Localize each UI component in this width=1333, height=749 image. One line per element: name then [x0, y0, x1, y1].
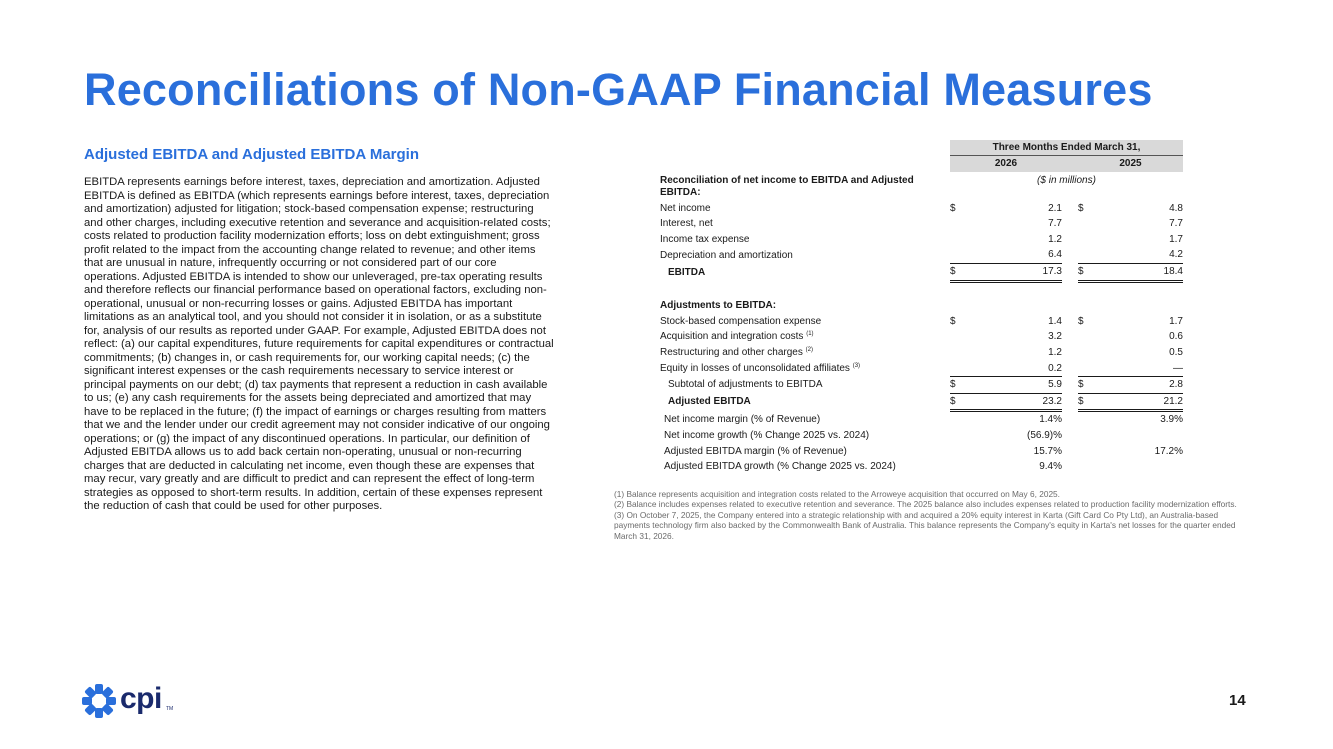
footnote-ref: (1) [806, 331, 814, 338]
page-title: Reconciliations of Non-GAAP Financial Measures [84, 64, 1153, 115]
value-2026: 17.3 [962, 264, 1062, 282]
dollar-sign: $ [950, 393, 962, 411]
value-2026: (56.9)% [1026, 430, 1062, 441]
table-row [660, 345, 1183, 361]
dollar-sign: $ [950, 202, 956, 214]
table-row [660, 216, 1183, 232]
table-row [660, 314, 1183, 330]
dollar-sign: $ [950, 264, 962, 282]
metric-row [660, 444, 1183, 460]
section2-title-row [660, 298, 1183, 314]
metric-row [660, 411, 1183, 428]
year-2026-header: 2026 [950, 156, 1062, 172]
value-2026: 9.4% [1039, 461, 1062, 473]
value-2025: 21.2 [1090, 393, 1183, 411]
value-2025 [1090, 459, 1183, 475]
row-label: Net income growth (% Change 2025 vs. 2024) [664, 430, 870, 441]
row-label: Adjusted EBITDA growth (% Change 2025 vs. 2024) [664, 461, 896, 473]
ebitda-definition-text: EBITDA represents earnings before interest, taxes, depreciation and amortization. Adjusted EBITDA is defined as EBITDA (which represents earnings before interest, taxes, depreciation and amortization) adjusted for litigation; stock-based compensation expense; restructuring and other charges, including executive retention and severance and acquisition-related costs; costs related to production facility modernization efforts; loss on debt extinguishment; gross profit related to the impact from the accounting change related to revenue; and other items that are unusual in nature, infrequently occurring or not considered part of our core operations. Adjusted EBITDA is intended to show our unleveraged, pre-tax operating results and therefore reflects our financial performance based on operational factors, excluding non-operational, unusual or non-recurring losses or gains. Adjusted EBITDA has important limitations as an analytical tool, and you should not consider it in isolation, or as a substitute for, analysis of our results as reported under GAAP. For example, Adjusted EBITDA does not reflect: (a) our capital expenditures, future requirements for capital expenditures or contractual commitments; (b) changes in, or cash requirements for, our working capital needs; (c) the significant interest expenses or the cash requirements necessary to service interest or principal payments on our debt; (d) tax payments that represent a reduction in cash available to us; (e) any cash requirements for the assets being depreciated and amortized that may have to be replaced in the future; (f) the impact of earnings or charges resulting from matters that we and the lender under our credit agreement may not consider indicative of our ongoing operations; or (g) the impact of any discontinued operations. In particular, our definition of Adjusted EBITDA allows us to add back certain non-operating, unusual or non-recurring charges that are deducted in calculating net income, even though these are expenses that may recur, vary greatly and are difficult to predict and can represent the effect of long-term strategies as opposed to short-term results. In addition, certain of these expenses represent the reduction of cash that could be used for other purposes. [84, 176, 554, 512]
logo-wordmark: cpi [120, 682, 162, 715]
value-2026: 1.2 [1048, 347, 1062, 359]
value-2025: 1.7 [1169, 233, 1183, 245]
row-label: Restructuring and other charges $^{(2)}$ [660, 347, 813, 359]
section2-title: Adjustments to EBITDA: [660, 300, 777, 312]
row-label: EBITDA [668, 266, 706, 278]
value-2026: 6.4 [962, 247, 1062, 263]
row-label: Net income margin (% of Revenue) [664, 413, 821, 425]
subtotal-row [660, 377, 1183, 394]
metric-row [660, 428, 1183, 444]
table-header-years [660, 156, 1183, 172]
value-2026: 5.9 [962, 377, 1062, 394]
dollar-sign: $ [1078, 377, 1090, 394]
value-2026: 1.4% [1039, 414, 1062, 426]
page-number: 14 [1229, 692, 1246, 709]
footnote-1: (1) Balance represents acquisition and integration costs related to the Arroweye acquisition that occurred on May 6, 2025. [614, 489, 1060, 499]
logo-trademark: TM [166, 706, 174, 712]
ebitda-reconciliation-table [660, 140, 1183, 475]
value-2026: 1.2 [1048, 233, 1062, 245]
value-2025: — [1090, 361, 1183, 377]
row-label: Net income [660, 202, 711, 214]
row-label: Adjusted EBITDA [668, 396, 751, 408]
value-2026: 2.1 [1048, 202, 1062, 214]
dollar-sign: $ [1078, 393, 1090, 411]
value-2026: 1.4 [1048, 315, 1062, 327]
adjusted-ebitda-row [660, 393, 1183, 411]
period-header: Three Months Ended March 31, [950, 140, 1183, 156]
dollar-sign: $ [1078, 315, 1084, 327]
value-2025: 0.6 [1169, 331, 1183, 343]
row-label: Income tax expense [660, 233, 750, 245]
metric-row [660, 459, 1183, 475]
dollar-sign: $ [950, 377, 962, 394]
footnote-ref: (2) [805, 347, 813, 354]
value-2025: 3.9% [1160, 414, 1183, 426]
value-2025 [1090, 428, 1183, 444]
cpi-flower-icon [80, 682, 118, 720]
table-row [660, 247, 1183, 263]
section-subtitle: Adjusted EBITDA and Adjusted EBITDA Margin [84, 146, 420, 163]
year-2025-header: 2025 [1078, 156, 1183, 172]
table-row [660, 361, 1183, 377]
row-label: Subtotal of adjustments to EBITDA [668, 379, 823, 391]
footnote-ref: (3) [852, 362, 861, 369]
value-2025: 0.5 [1169, 347, 1183, 359]
table-header-period [660, 140, 1183, 156]
row-label: Interest, net [660, 218, 713, 230]
footnotes [614, 489, 1244, 541]
value-2025: 1.7 [1169, 315, 1183, 327]
row-label: Stock-based compensation expense [660, 315, 822, 327]
row-label: Adjusted EBITDA margin (% of Revenue) [664, 445, 847, 457]
value-2025: 4.2 [1090, 247, 1183, 263]
row-label: Acquisition and integration costs $^{(1)}$ [660, 331, 814, 343]
value-2026: 3.2 [1048, 331, 1062, 343]
value-2026: 15.7% [1033, 445, 1062, 457]
dollar-sign: $ [1078, 264, 1090, 282]
row-label: Equity in losses of unconsolidated affiliates $^{(3)}$ [660, 362, 861, 374]
table-row [660, 232, 1183, 248]
value-2025: 4.8 [1169, 202, 1183, 214]
ebitda-total-row [660, 264, 1183, 282]
table-row [660, 201, 1183, 217]
dollar-sign: $ [1078, 202, 1084, 214]
section1-title: Reconciliation of net income to EBITDA and Adjusted EBITDA: [660, 174, 914, 198]
units-note: ($ in millions) [1037, 174, 1096, 186]
cpi-logo [80, 682, 190, 722]
value-2026: 0.2 [962, 361, 1062, 377]
footnote-2: (2) Balance includes expenses related to executive retention and severance. The 2025 balance also includes expenses related to production facility modernization efforts. [614, 499, 1237, 510]
footnote-3: (3) On October 7, 2025, the Company entered into a strategic relationship with and acquired a 20% equity interest in Karta (Gift Card Co Pty Ltd), an Australia-based payments technology firm also backed by the Commonwealth Bank of Australia. This balance represents the Company's equity in Karta's net losses for the quarter ended March 31, 2026. [614, 509, 1236, 541]
row-label: Depreciation and amortization [660, 249, 793, 261]
value-2025: 2.8 [1090, 377, 1183, 394]
value-2025: 18.4 [1090, 264, 1183, 282]
table-row [660, 329, 1183, 345]
value-2026: 7.7 [1048, 218, 1062, 230]
section1-title-row [660, 172, 1183, 201]
value-2025: 17.2% [1154, 445, 1183, 457]
value-2025: 7.7 [1169, 218, 1183, 230]
value-2026: 23.2 [962, 393, 1062, 411]
dollar-sign: $ [950, 315, 956, 327]
